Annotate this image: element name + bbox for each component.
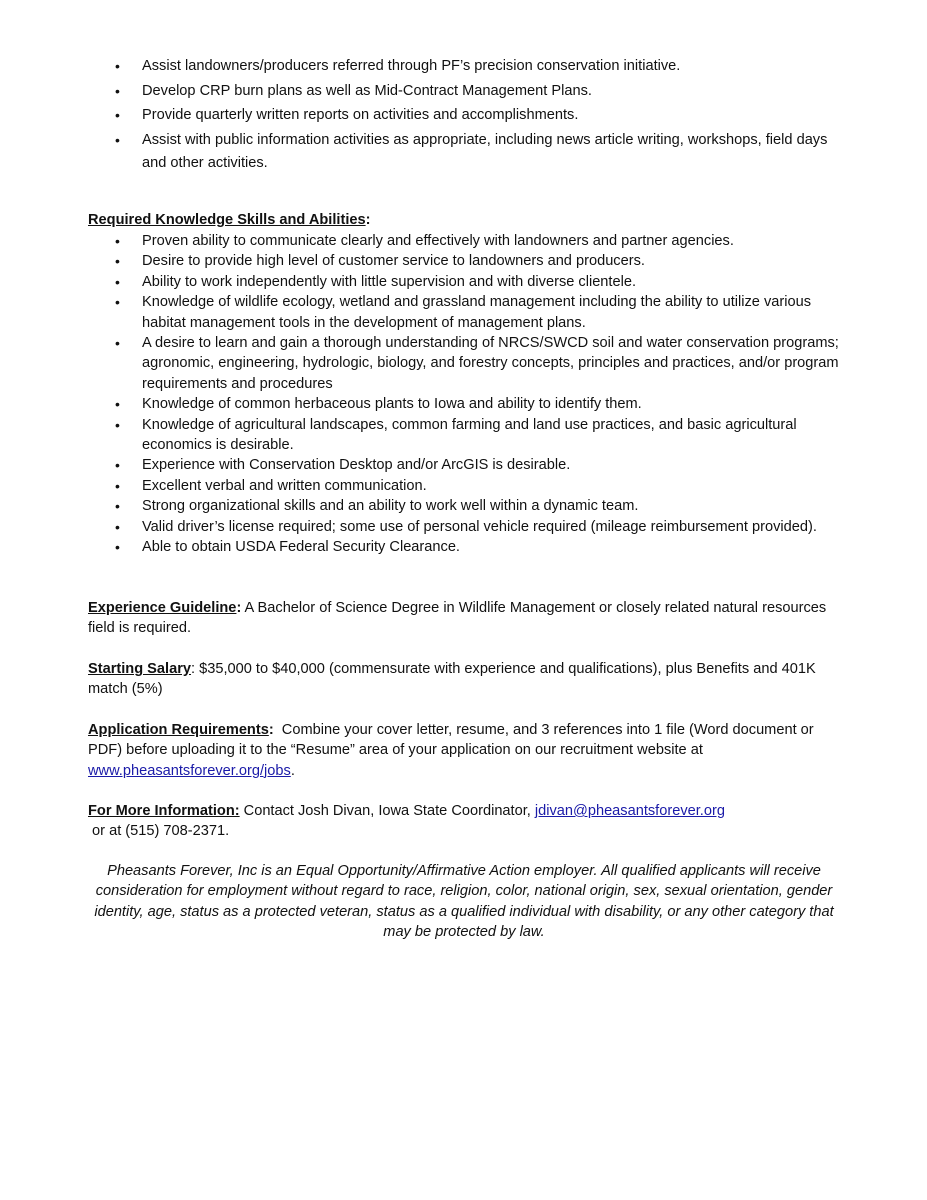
application-text: Combine your cover letter, resume, and 3 references into 1 file (Word document or PDF) before uploading it to the “Resume” area of your application on our recruitment website at bbox=[88, 722, 818, 759]
bullet-icon: • bbox=[115, 253, 120, 270]
skill-text: A desire to learn and gain a thorough understanding of NRCS/SWCD soil and water conservation programs; agronomic, engineering, hydrologic, biology, and forestry concepts, principles and practices, and/or program requirements and procedures bbox=[142, 335, 839, 392]
skills-heading bbox=[88, 210, 370, 230]
skill-text: Valid driver’s license required; some use of personal vehicle required (mileage reimbursement provided). bbox=[142, 518, 817, 535]
skill-text: Knowledge of wildlife ecology, wetland and grassland management including the ability to utilize various habitat management tools in the development of management plans. bbox=[142, 294, 812, 331]
jobs-link[interactable]: www.pheasantsforever.org/jobs bbox=[88, 762, 291, 779]
skill-item bbox=[115, 394, 843, 414]
bullet-icon: • bbox=[115, 396, 120, 413]
skills-list bbox=[115, 231, 843, 558]
application-after: . bbox=[290, 762, 295, 779]
skill-item bbox=[115, 496, 843, 516]
bullet-icon: • bbox=[115, 273, 120, 290]
salary-text: : $35,000 to $40,000 (commensurate with experience and qualifications), plus Benefits and 401K match (5%) bbox=[88, 661, 816, 698]
application-label: Application Requirements bbox=[88, 722, 269, 738]
skill-item bbox=[115, 537, 843, 557]
more-info-text: Contact Josh Divan, Iowa State Coordinator, bbox=[239, 803, 535, 819]
eeo-statement: Pheasants Forever, Inc is an Equal Opportunity/Affirmative Action employer. All qualified applicants will receive consideration for employment without regard to race, religion, color, national origin, sex, sexual orientation, gender identity, age, status as a protected veteran, status as a qualified individual with disability, or any other category that may be protected by law. bbox=[94, 863, 834, 941]
bullet-icon: • bbox=[115, 416, 120, 433]
bullet-icon: • bbox=[115, 518, 120, 535]
skill-text: Desire to provide high level of customer service to landowners and producers. bbox=[142, 253, 645, 270]
bullet-icon: • bbox=[115, 58, 120, 74]
skill-item bbox=[115, 517, 843, 537]
skill-item bbox=[115, 272, 843, 292]
bullet-icon: • bbox=[115, 82, 120, 99]
skill-item bbox=[115, 333, 843, 394]
application-section bbox=[88, 720, 840, 781]
bullet-icon: • bbox=[115, 477, 120, 494]
skill-item bbox=[115, 415, 843, 456]
bullet-icon: • bbox=[115, 498, 120, 515]
duty-text: Assist with public information activities as appropriate, including news article writing, workshops, field days and other activities. bbox=[142, 131, 828, 171]
skill-text: Able to obtain USDA Federal Security Clearance. bbox=[142, 539, 460, 556]
skill-item bbox=[115, 476, 843, 496]
salary-section bbox=[88, 659, 840, 700]
experience-text: A Bachelor of Science Degree in Wildlife Management or closely related natural resources field is required. bbox=[88, 600, 827, 637]
bullet-icon: • bbox=[115, 233, 120, 249]
skill-text: Excellent verbal and written communication. bbox=[142, 477, 427, 494]
skill-text: Experience with Conservation Desktop and/or ArcGIS is desirable. bbox=[142, 457, 571, 474]
skill-text: Knowledge of agricultural landscapes, common farming and land use practices, and basic agricultural economics is desirable. bbox=[142, 416, 797, 454]
bullet-icon: • bbox=[115, 335, 120, 352]
skills-heading-label: Required Knowledge Skills and Abilities bbox=[88, 212, 366, 228]
bullet-icon: • bbox=[115, 294, 120, 311]
experience-section bbox=[88, 598, 840, 639]
duty-text: Develop CRP burn plans as well as Mid-Contract Management Plans. bbox=[142, 82, 592, 99]
skill-item bbox=[115, 455, 843, 475]
duty-item bbox=[115, 80, 843, 103]
more-info-after: or at (515) 708-2371. bbox=[88, 823, 230, 840]
skill-item bbox=[115, 231, 843, 251]
more-info-label: For More Information: bbox=[88, 803, 240, 819]
skill-text: Ability to work independently with little supervision and with diverse clientele. bbox=[142, 273, 637, 290]
duty-text: Assist landowners/producers referred through PF’s precision conservation initiative. bbox=[142, 58, 681, 74]
skill-text: Proven ability to communicate clearly and effectively with landowners and partner agencies. bbox=[142, 233, 734, 249]
skills-heading-colon: : bbox=[365, 212, 371, 228]
more-info-section bbox=[88, 801, 840, 842]
skill-text: Knowledge of common herbaceous plants to Iowa and ability to identify them. bbox=[142, 396, 642, 413]
email-link[interactable]: jdivan@pheasantsforever.org bbox=[534, 803, 725, 819]
bullet-icon: • bbox=[115, 457, 120, 474]
duty-text: Provide quarterly written reports on activities and accomplishments. bbox=[142, 107, 579, 123]
bullet-icon: • bbox=[115, 107, 120, 123]
salary-label: Starting Salary bbox=[88, 661, 192, 677]
skill-item bbox=[115, 292, 843, 333]
duty-item bbox=[115, 55, 843, 78]
bullet-icon: • bbox=[115, 131, 120, 148]
skill-item bbox=[115, 251, 843, 271]
duty-item bbox=[115, 104, 843, 127]
application-colon: : bbox=[268, 722, 274, 738]
duties-list bbox=[115, 55, 843, 176]
duty-item bbox=[115, 129, 843, 175]
skill-text: Strong organizational skills and an ability to work well within a dynamic team. bbox=[142, 498, 639, 515]
bullet-icon: • bbox=[115, 539, 120, 556]
experience-label: Experience Guideline bbox=[88, 600, 237, 616]
experience-colon: : bbox=[236, 600, 242, 616]
